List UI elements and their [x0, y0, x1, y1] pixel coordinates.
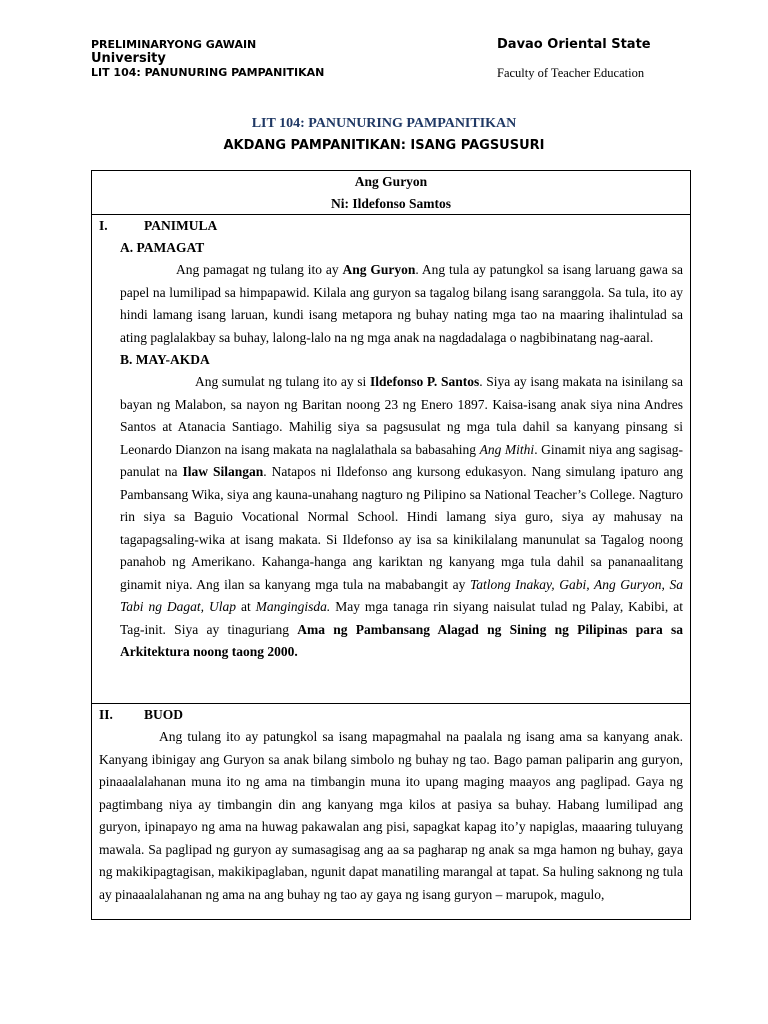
header-left: [91, 38, 324, 80]
section-buod: [92, 704, 690, 906]
header-school: Davao Oriental State: [497, 37, 651, 52]
paragraph-pamagat: Ang pamagat ng tulang ito ay Ang Guryon. Ang tula ay patungkol sa isang laruang gawa sa papel na lumilipad sa himpapawid. Kilala ang guryon sa tagalog bilang isang saranggola. Sa tula, ito ay hindi lamang isang laruan, kundi isang metapora ng buhay nating mga tao na maaring ihalintulad sa ating paglalakbay sa buhay, lalong-lalo na ng mga anak na nagdadalaga o nagbibinatang nag-aaral.: [120, 262, 683, 345]
subheading-may-akda: B. MAY-AKDA: [120, 352, 210, 367]
paragraph-may-akda: Ang sumulat ng tulang ito ay si Ildefonso P. Santos. Siya ay isang makata na isinilang sa bayan ng Malabon, sa nayon ng Baritan noong 23 ng Enero 1897. Kaisa-isang anak siya nina Andres Santos at Atanacia Santiago. Mahilig siya sa pagsusulat ng mga tula dahil sa kanyang pinsang si Leonardo Dianzon na isang makata na naglalathala sa babasahing Ang Mithi. Ginamit niya ang sagisag-panulat na Ilaw Silangan. Natapos ni Ildefonso ang kursong edukasyon. Nang simulang ipaturo ang Pambansang Wika, siya ang kauna-unahang nagturo ng Pilipino sa National Teacher’s College. Nagturo rin siya sa Baguio Vocational Normal School. Hindi lamang siya guro, siya ay mahusay na tagapagsaling-wika at isang makata. Si Ildefonso ay isa sa kinikilalang manunulat sa Tagalog noong panahob ng Amerikano. Kahanga-hanga ang kariktan ng kanyang mga tula dahil sa pananaalitang ginamit niya. Ang ilan sa kanyang mga tula na mababangit ay Tatlong Inakay, Gabi, Ang Guryon, Sa Tabi ng Dagat, Ulap at Mangingisda. May mga tanaga rin siyang naisulat tulad ng Palay, Kabibi, at Tag-init. Siya ay tinaguriang Ama ng Pambansang Alagad ng Sining ng Pilipinas para sa Arkitektura noong taong 2000.: [120, 374, 684, 659]
section-heading: [92, 215, 690, 237]
section-label: BUOD: [144, 707, 184, 722]
header-faculty: Faculty of Teacher Education: [497, 66, 645, 80]
header-activity: PRELIMINARYONG GAWAIN: [91, 38, 257, 51]
poem-title: Ang Guryon: [354, 174, 428, 189]
doc-subtitle: AKDANG PAMPANITIKAN: ISANG PAGSUSURI: [223, 138, 545, 153]
poem-author: Ni: Ildefonso Samtos: [330, 196, 451, 211]
section-number: II.: [99, 707, 113, 722]
section-label: PANIMULA: [144, 218, 218, 233]
section-heading: [92, 704, 690, 726]
header-course: LIT 104: PANUNURING PAMPANITIKAN: [91, 66, 325, 79]
section-number: I.: [99, 218, 108, 233]
paragraph-buod: Ang tulang ito ay patungkol sa isang mapagmahal na paalala ng isang ama sa kanyang anak. Kanyang ibinigay ang Guryon sa anak bilang simbolo ng buhay ng tao. Bago paman paliparin ang guryon, pinaaalalahanan muna ito ng ama na timbangin muna ito upang maging maayos ang paglipad. Gaya ng pagtimbang niya ay timbangin din ang kanyang mga kilos at pasiya sa buhay. Habang lumilipad ang guryon, ipinapayo ng ama na huwag pakawalan ang pisi, sapagkat kapag ito’y napiglas, maaaring tuluyang mawala. Sa paglipad ng guryon ay sumasagisag ang aa sa pagharap ng anak sa mga hamon ng buhay, gaya ng makikipagtagisan, makikipaglaban, ngunit dapat manatiling marangal at tapat. Sa huling saknong ng tula ay pinaaalalahanan ng ama na ang buhay ng tao ay gaya ng isang guryon – marupok, magulo,: [99, 729, 683, 902]
header-university: University: [91, 51, 166, 66]
poem-title-row: [92, 171, 690, 215]
section-panimula: [92, 215, 690, 704]
subheading-pamagat: A. PAMAGAT: [120, 240, 205, 255]
doc-title: LIT 104: PANUNURING PAMPANITIKAN: [251, 116, 517, 131]
analysis-table: [91, 170, 691, 920]
